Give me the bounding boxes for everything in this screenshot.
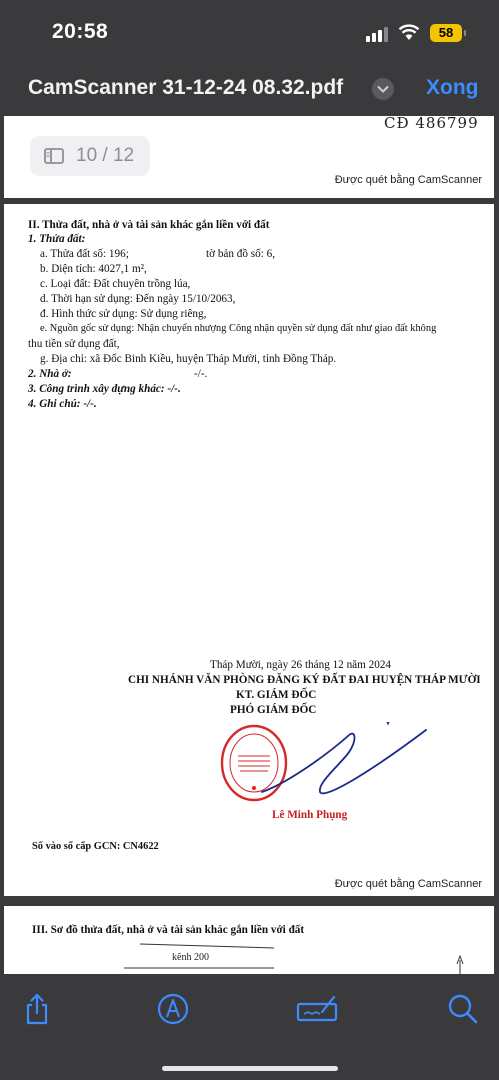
camscanner-watermark: Được quét bằng CamScanner	[334, 174, 482, 186]
scanned-document	[24, 212, 481, 852]
page-counter[interactable]	[30, 136, 150, 176]
status-time: 20:58	[52, 20, 109, 43]
pdf-page-next	[4, 906, 494, 974]
markup-pen-icon[interactable]	[156, 992, 190, 1026]
term-line: d. Thời hạn sử dụng: Đến ngày 15/10/2063,	[40, 293, 236, 305]
wifi-icon	[398, 23, 420, 41]
kt-director: KT. GIÁM ĐỐC	[236, 689, 317, 701]
chevron-down-icon[interactable]	[372, 78, 394, 100]
nav-bar	[0, 62, 499, 116]
bottom-toolbar	[0, 974, 499, 1080]
camscanner-watermark: Được quét bằng CamScanner	[334, 878, 482, 890]
sidebar-icon	[44, 148, 64, 164]
document-title[interactable]: CamScanner 31-12-24 08.32.pdf	[28, 76, 344, 99]
land-type-line: c. Loại đất: Đất chuyên trồng lúa,	[40, 278, 191, 290]
signer-name: Lê Minh Phụng	[272, 809, 348, 821]
certificate-code: CĐ 486799	[384, 116, 479, 132]
done-button[interactable]: Xong	[426, 76, 479, 99]
share-icon[interactable]	[20, 992, 54, 1026]
section-heading: III. Sơ đồ thửa đất, nhà ở và tài sản khác gắn liền với đất	[32, 924, 305, 936]
note-line: 4. Ghi chú: -/-.	[28, 398, 97, 410]
section-heading: II. Thửa đất, nhà ở và tài sản khác gắn liền với đất	[28, 219, 270, 231]
area-line: b. Diện tích: 4027,1 m²,	[40, 263, 147, 275]
place-date: Tháp Mười, ngày 26 tháng 12 năm 2024	[210, 659, 392, 671]
origin-line-continued: thu tiền sử dụng đất,	[28, 338, 120, 350]
parcel-number: a. Thửa đất số: 196;	[40, 248, 129, 260]
handwritten-signature-icon	[260, 722, 428, 802]
signature-icon[interactable]	[296, 992, 338, 1026]
home-indicator	[162, 1066, 338, 1071]
cellular-signal-icon	[366, 26, 390, 42]
map-sheet-number: tờ bản đồ số: 6,	[206, 248, 275, 260]
canal-label: kênh 200	[172, 952, 209, 963]
status-bar	[0, 0, 499, 62]
address-line: g. Địa chỉ: xã Đốc Binh Kiều, huyện Tháp Mười, tỉnh Đồng Tháp.	[40, 353, 337, 365]
gcn-register-number: Số vào sổ cấp GCN: CN4622	[32, 841, 159, 852]
deputy-director: PHÓ GIÁM ĐỐC	[230, 704, 317, 716]
page-counter-text: 10 / 12	[76, 145, 135, 166]
item-heading: 1. Thửa đất:	[28, 233, 86, 245]
pdf-page-previous	[4, 116, 494, 198]
battery-icon: 58	[430, 24, 462, 42]
pdf-viewer[interactable]	[0, 116, 499, 974]
usage-form-line: đ. Hình thức sử dụng: Sử dụng riêng,	[40, 308, 207, 320]
issuing-office: CHI NHÁNH VĂN PHÒNG ĐĂNG KÝ ĐẤT ĐAI HUYỆN THÁP MƯỜI	[128, 674, 481, 686]
origin-line: e. Nguồn gốc sử dụng: Nhận chuyển nhượng Công nhận quyền sử dụng đất như giao đất không	[40, 323, 437, 334]
house-value: -/-.	[194, 368, 208, 380]
other-works-line: 3. Công trình xây dựng khác: -/-.	[28, 383, 181, 395]
pdf-page-current	[4, 204, 494, 896]
house-label: 2. Nhà ở:	[28, 368, 72, 380]
search-icon[interactable]	[446, 992, 480, 1026]
